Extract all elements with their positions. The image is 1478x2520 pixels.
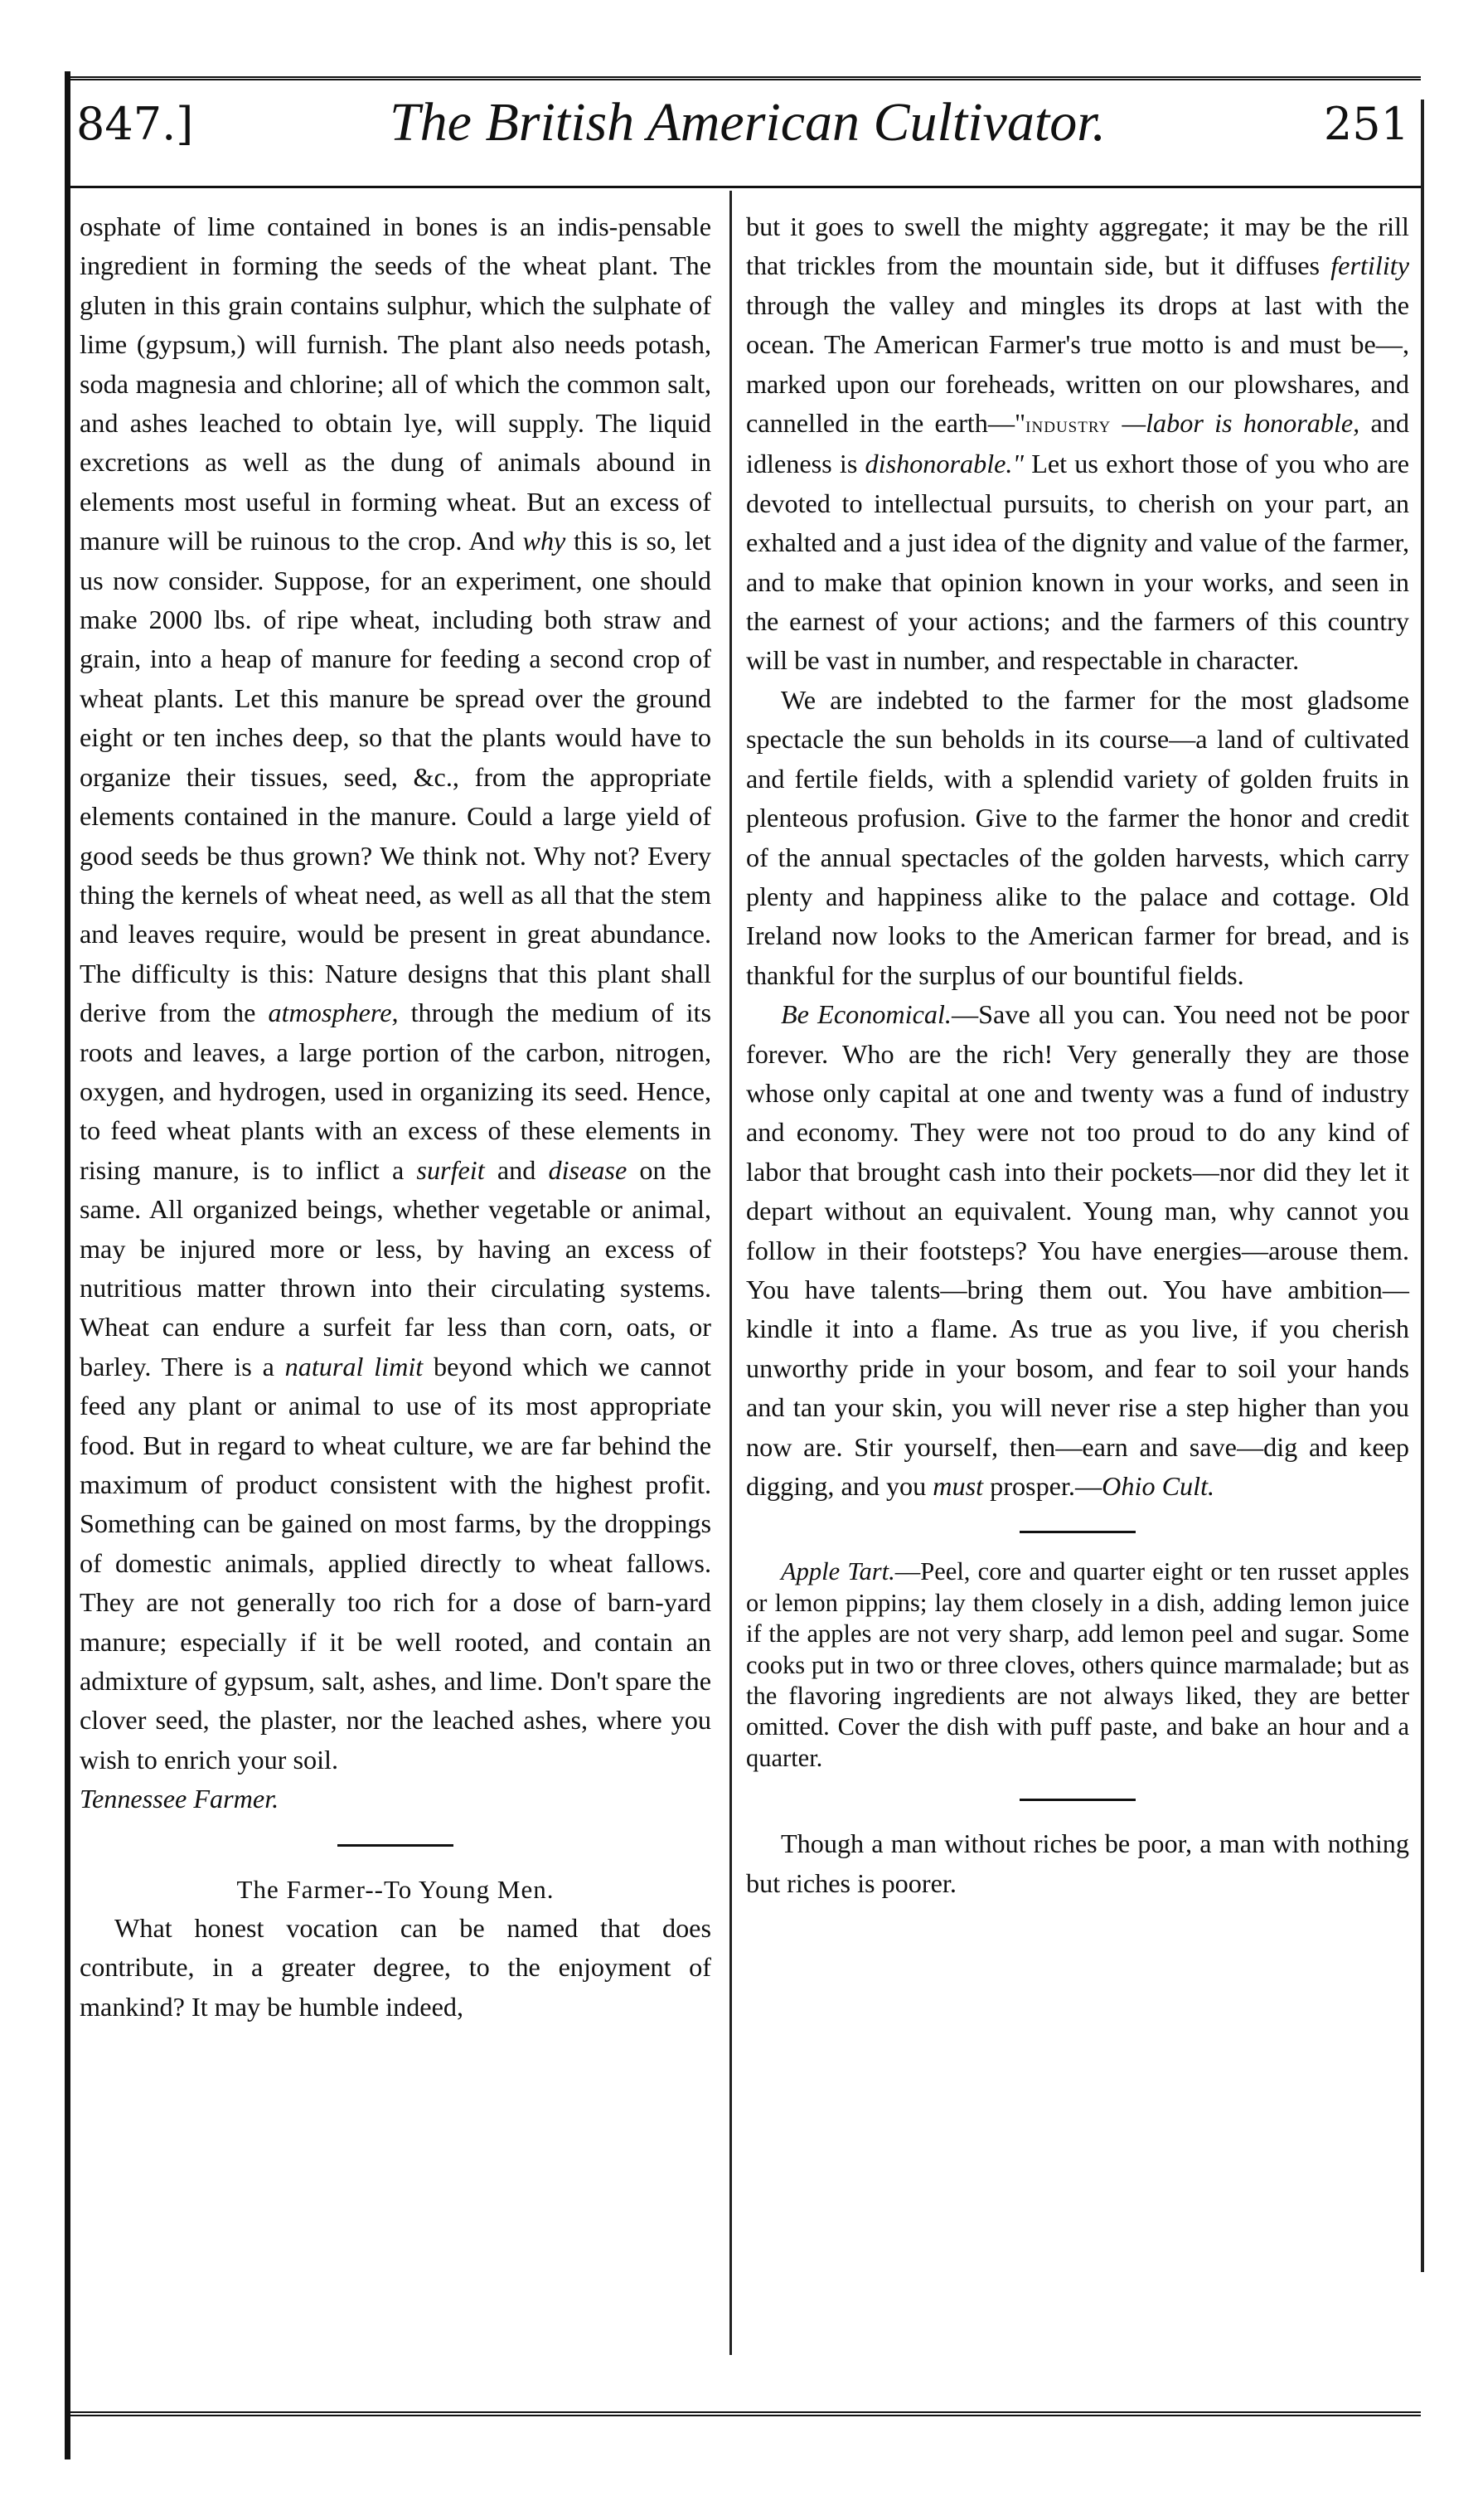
page-right-border — [1421, 100, 1424, 2272]
running-header — [76, 91, 1419, 174]
article-source: Tennessee Farmer. — [80, 1784, 279, 1814]
publication-title: The British American Cultivator. — [389, 92, 1107, 153]
section-heading: The Farmer--To Young Men. — [236, 1874, 555, 1904]
header-year: 847.] — [76, 98, 194, 150]
riches-aphorism: Though a man without riches be poor, a man with nothing but riches is poorer. — [746, 1828, 1409, 1898]
section-separator — [1020, 1531, 1136, 1533]
farmer-article-continued: but it goes to swell the mighty aggregate; it may be the rill that trickles from the mountain side, but it diffuses fertility through the valley and mingles its drops at last with the ocean. The American Farmer's true motto is and must be—, marked upon our foreheads, written on our plowshares, and cannelled in the earth—"industry —labor is honorable, and idleness is dishonorable." Let us exhort those of you who are devoted to intellectual pursuits, to cherish on your part, an exhalted and a just idea of the dignity and value of the farmer, and to make that opinion known in your works, and seen in the earnest of your actions; and the farmers of this country will be vast in number, and respectable in character. — [746, 211, 1409, 676]
section-separator — [1020, 1799, 1136, 1801]
bottom-rule — [65, 2411, 1421, 2416]
left-column — [80, 207, 711, 2027]
right-column — [746, 207, 1409, 1903]
page-number: 251 — [1323, 98, 1409, 150]
top-rule — [65, 76, 1421, 80]
header-rule — [65, 186, 1421, 188]
column-divider — [729, 191, 732, 2355]
manure-article: osphate of lime contained in bones is an indis-pensable ingredient in forming the seeds of the wheat plant. The gluten in this grain contains sulphur, which the sulphate of lime (gypsum,) will furnish. The plant also needs potash, soda magnesia and chlorine; all of which the common salt, and ashes leached to obtain lye, will supply. The liquid excretions as well as the dung of animals abound in elements most useful in forming wheat. But an excess of manure will be ruinous to the crop. And why this is so, let us now consider. Suppose, for an experiment, one should make 2000 lbs. of ripe wheat, including both straw and grain, into a heap of manure for feeding a second crop of wheat plants. Let this manure be spread over the ground eight or ten inches deep, so that the plants would have to organize their tissues, seed, &c., from the appropriate elements contained in the manure. Could a large yield of good seeds be thus grown? We think not. Why not? Every thing the kernels of wheat need, as well as all that the stem and leaves require, would be present in great abundance. The difficulty is this: Nature designs that this plant shall derive from the atmosphere, through the medium of its roots and leaves, a large portion of the carbon, nitrogen, oxygen, and hydrogen, used in organizing its seed. Hence, to feed wheat plants with an excess of these elements in rising manure, is to inflict a surfeit and disease on the same. All organized beings, whether vegetable or animal, may be injured more or less, by having an excess of nutritious matter thrown into their circulating systems. Wheat can endure a surfeit far less than corn, oats, or barley. There is a natural limit beyond which we cannot feed any plant or animal to use of its most appropriate food. But in regard to wheat culture, we are far behind the maximum of product consistent with the highest profit. Something can be gained on most farms, by the droppings of domestic animals, applied directly to wheat fallows. They are not generally too rich for a dose of barn-yard manure; especially if it be well rooted, and contain an admixture of gypsum, salt, ashes, and lime. Don't spare the clover seed, the plaster, nor the leached ashes, where you wish to enrich your soil. — [80, 211, 712, 1775]
economical-article: Be Economical.—Save all you can. You need not be poor forever. Who are the rich! Very generally they are those whose only capital at one and twenty was a fund of industry and economy. They were not too proud to do any kind of labor that brought cash into their pockets—nor did they let it depart without an equivalent. Young man, why cannot you follow in their footsteps? You have energies—arouse them. You have talents—bring them out. You have ambition—kindle it into a flame. As true as you live, if you cherish unworthy pride in your bosom, and fear to soil your hands and tan your skin, you will never rise a step higher than you now are. Stir yourself, then—earn and save—dig and keep digging, and you must prosper.—Ohio Cult. — [746, 999, 1409, 1501]
page-left-border — [65, 71, 70, 2459]
apple-tart-recipe: Apple Tart.—Peel, core and quarter eight or ten russet apples or lemon pippins; lay them closely in a dish, adding lemon juice if the apples are not very sharp, add lemon peel and sugar. Some cooks put in two or three cloves, others quince marmalade; but as the flavoring ingredients are not always liked, they are better omitted. Cover the dish with puff paste, and bake an hour and a quarter. — [746, 1557, 1409, 1772]
farmer-article-intro: What honest vocation can be named that does contribute, in a greater degree, to the enjoyment of mankind? It may be humble indeed, — [80, 1913, 711, 2022]
farmer-article-paragraph: We are indebted to the farmer for the most gladsome spectacle the sun beholds in its course—a land of cultivated and fertile fields, with a splendid variety of golden fruits in plenteous profusion. Give to the farmer the honor and credit of the annual spectacles of the golden harvests, which carry plenty and happiness alike to the palace and cottage. Old Ireland now looks to the American farmer for bread, and is thankful for the surplus of our bountiful fields. — [746, 684, 1409, 990]
section-separator — [337, 1844, 453, 1847]
